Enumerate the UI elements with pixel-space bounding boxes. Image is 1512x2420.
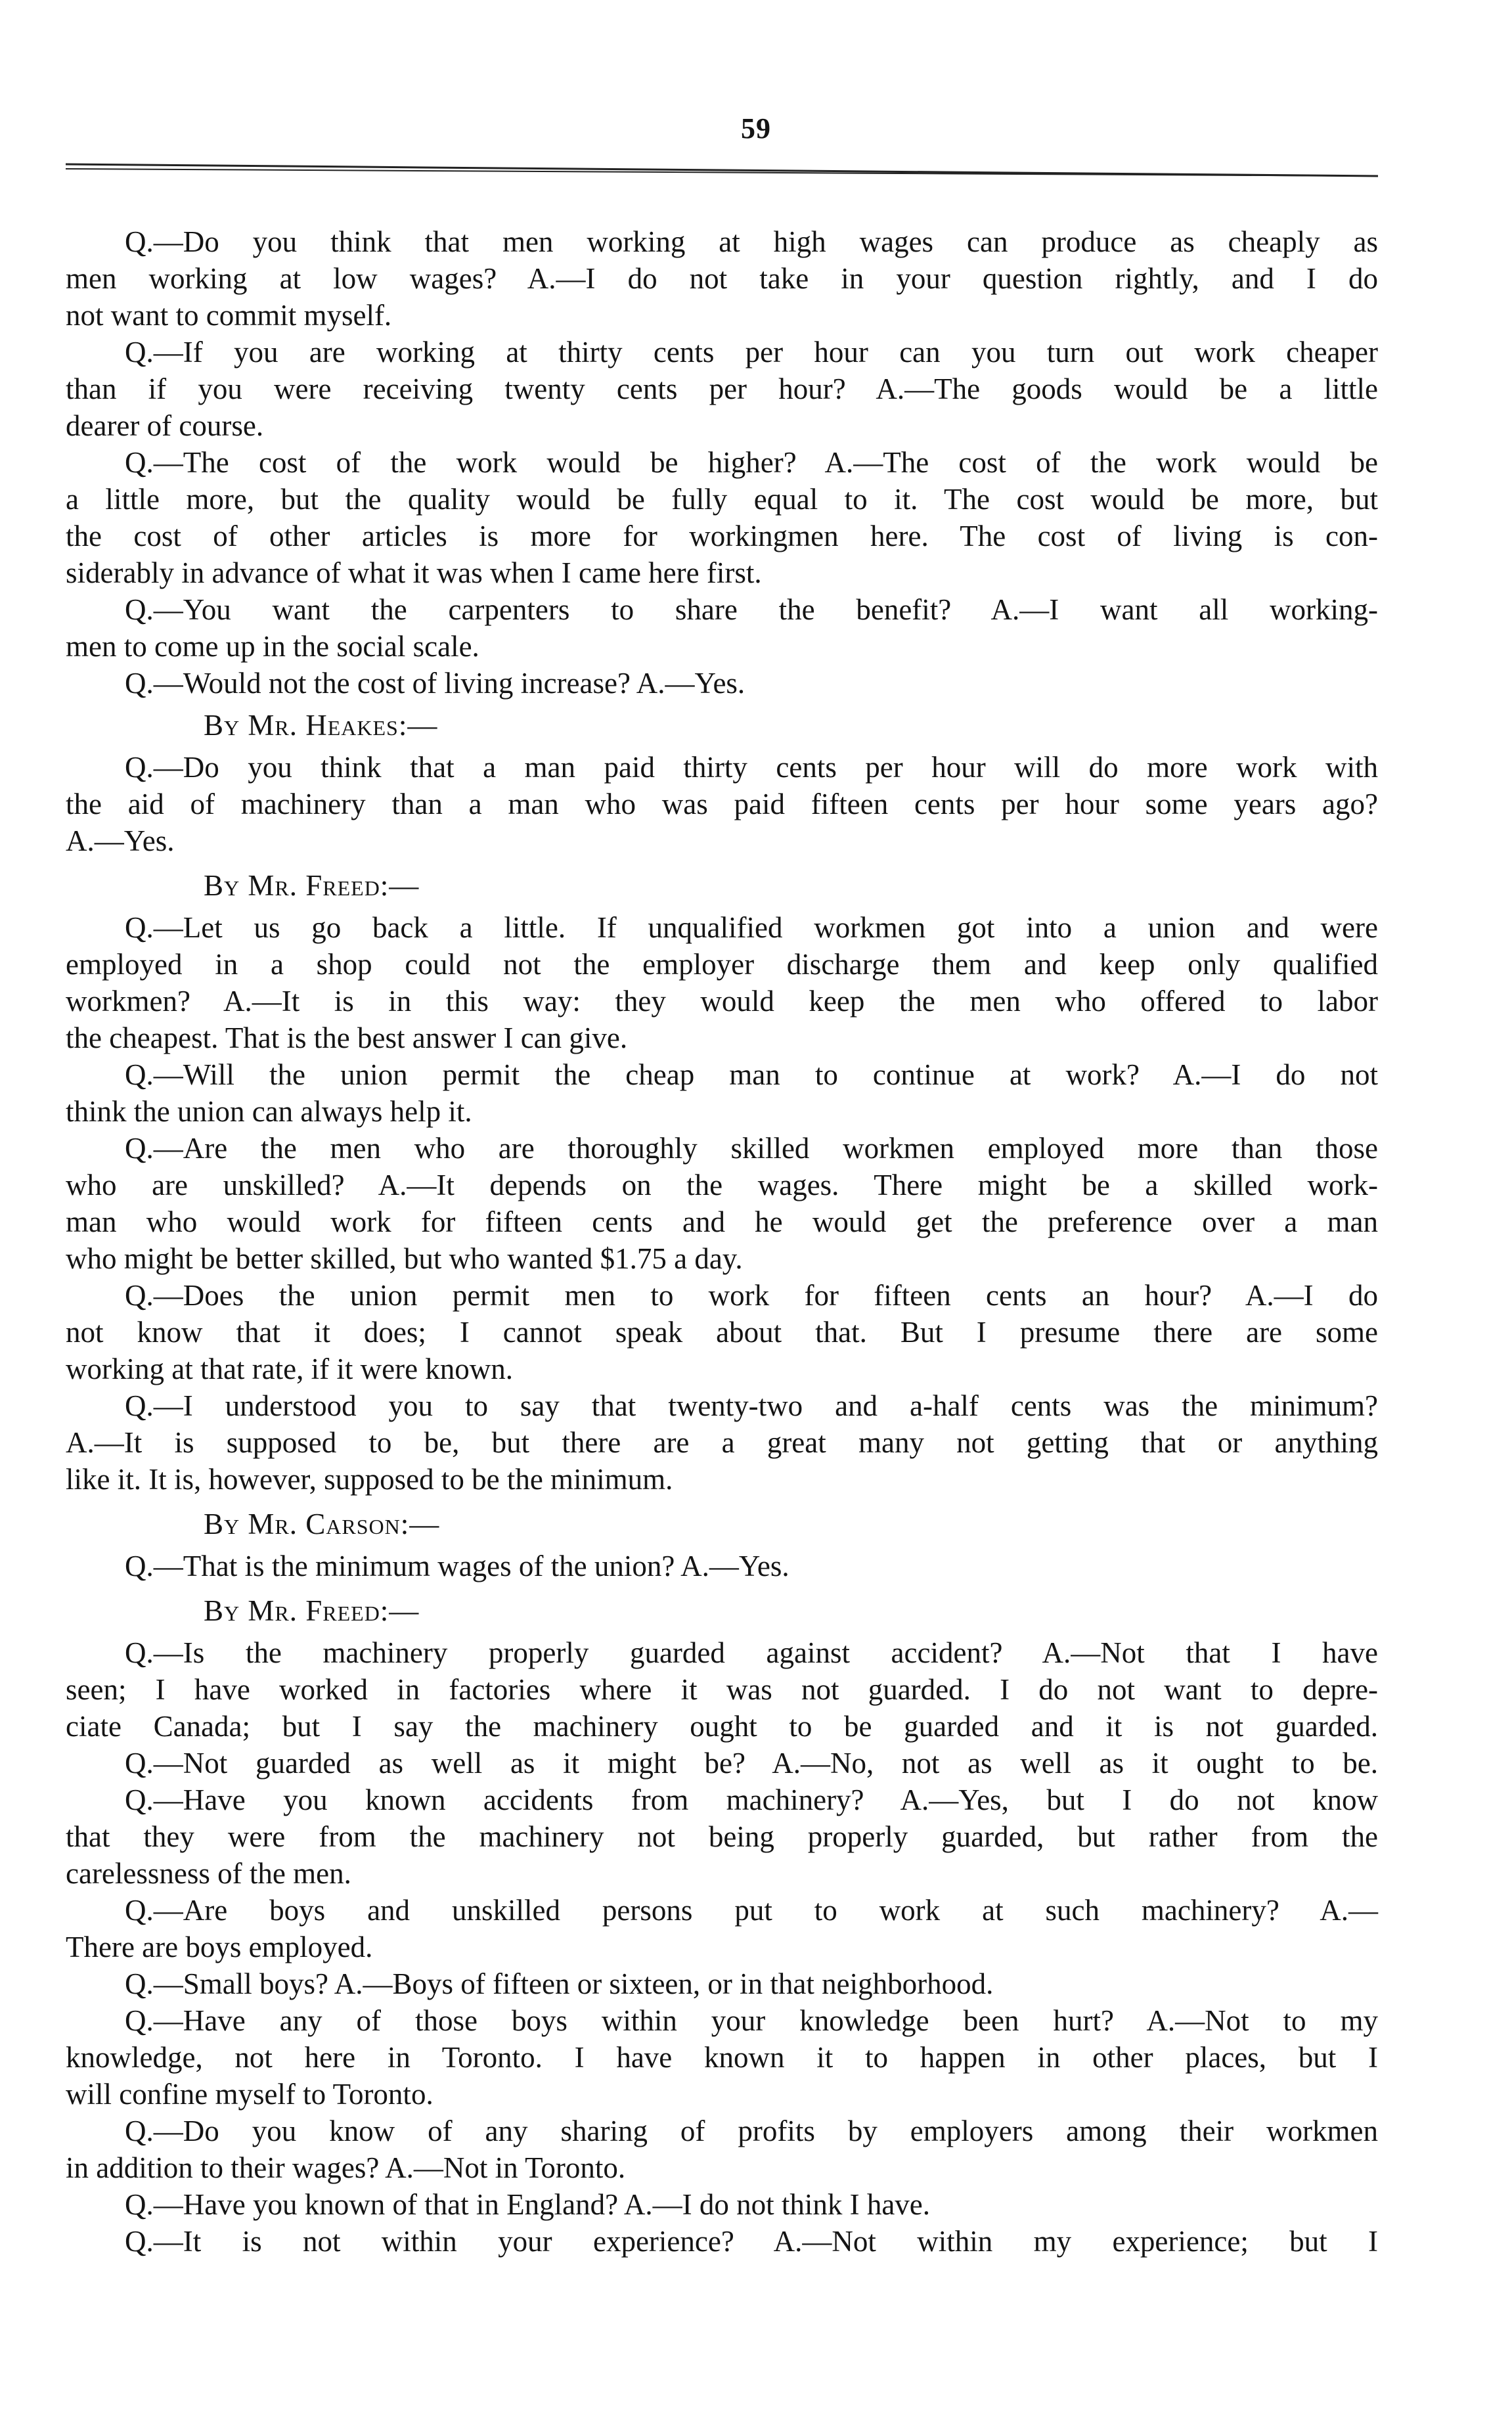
text-line: man who would work for fifteen cents and he would get the preference over a man [66,1205,1378,1238]
text-line: Q.—It is not within your experience? A.—Not within my experience; but I [125,2225,1378,2258]
text-line: like it. It is, however, supposed to be the minimum. [66,1463,673,1496]
text-line: workmen? A.—It is in this way: they would keep the men who offered to labor [66,985,1378,1018]
text-line: Q.—Small boys? A.—Boys of fifteen or sixteen, or in that neighborhood. [125,1967,994,2000]
text-line: Q.—Will the union permit the cheap man to continue at work? A.—I do not [125,1058,1378,1091]
text-line: men to come up in the social scale. [66,630,479,663]
text-line: Q.—Have any of those boys within your knowledge been hurt? A.—Not to my [125,2004,1378,2037]
page-number: 59 [741,112,771,145]
text-line: Q.—Is the machinery properly guarded against accident? A.—Not that I have [125,1636,1378,1669]
text-line: who might be better skilled, but who wanted $1.75 a day. [66,1242,743,1275]
text-line: There are boys employed. [66,1931,373,1963]
text-line: who are unskilled? A.—It depends on the wages. There might be a skilled work- [66,1169,1378,1201]
text-line: A.—It is supposed to be, but there are a great many not getting that or anything [66,1426,1378,1459]
text-line: Q.—Are the men who are thoroughly skilled workmen employed more than those [125,1132,1378,1165]
text-line: the cost of other articles is more for workingmen here. The cost of living is con- [66,520,1378,552]
text-line: Q.—Do you think that a man paid thirty cents per hour will do more work with [125,751,1378,784]
text-line: siderably in advance of what it was when I came here first. [66,556,762,589]
text-line: Q.—Do you think that men working at high wages can produce as cheaply as [125,225,1378,258]
text-line: that they were from the machinery not being properly guarded, but rather from the [66,1820,1378,1853]
text-line: working at that rate, if it were known. [66,1353,514,1385]
text-line: Q.—Do you know of any sharing of profits by employers among their workmen [125,2115,1378,2147]
speaker-heading: By Mr. Heakes:— [204,709,438,742]
text-line: Q.—Let us go back a little. If unqualified workmen got into a union and were [125,911,1378,944]
text-line: Q.—Does the union permit men to work for fifteen cents an hour? A.—I do [125,1279,1378,1312]
text-line: Q.—Not guarded as well as it might be? A.—No, not as well as it ought to be. [125,1747,1378,1780]
text-line: ciate Canada; but I say the machinery ought to be guarded and it is not guarded. [66,1710,1378,1743]
text-line: Q.—The cost of the work would be higher? A.—The cost of the work would be [125,446,1378,479]
text-line: will confine myself to Toronto. [66,2078,434,2111]
text-line: Q.—If you are working at thirty cents per hour can you turn out work cheaper [125,336,1378,369]
text-line: dearer of course. [66,409,264,442]
text-line: not know that it does; I cannot speak about that. But I presume there are some [66,1316,1378,1349]
text-line: think the union can always help it. [66,1095,472,1128]
text-line: Q.—Would not the cost of living increase? A.—Yes. [125,667,745,700]
text-line: knowledge, not here in Toronto. I have known it to happen in other places, but I [66,2041,1378,2074]
text-line: the aid of machinery than a man who was paid fifteen cents per hour some years ago? [66,788,1378,820]
text-line: than if you were receiving twenty cents per hour? A.—The goods would be a little [66,372,1378,405]
text-line: employed in a shop could not the employer discharge them and keep only qualified [66,948,1378,981]
text-line: Q.—I understood you to say that twenty-two and a-half cents was the minimum? [125,1389,1378,1422]
text-line: not want to commit myself. [66,299,392,332]
text-line: carelessness of the men. [66,1857,351,1890]
speaker-heading: By Mr. Carson:— [204,1508,440,1540]
speaker-heading: By Mr. Freed:— [204,1594,420,1627]
header-rule [66,163,1378,177]
text-line: men working at low wages? A.—I do not take in your question rightly, and I do [66,262,1378,295]
text-line: in addition to their wages? A.—Not in Toronto. [66,2151,626,2184]
text-line: Q.—Are boys and unskilled persons put to work at such machinery? A.— [125,1894,1378,1927]
text-line: seen; I have worked in factories where it was not guarded. I do not want to depre- [66,1673,1378,1706]
text-line: a little more, but the quality would be fully equal to it. The cost would be more, but [66,483,1378,516]
text-line: Q.—That is the minimum wages of the union? A.—Yes. [125,1550,789,1582]
speaker-heading: By Mr. Freed:— [204,869,420,902]
text-line: A.—Yes. [66,824,175,857]
text-line: Q.—Have you known accidents from machinery? A.—Yes, but I do not know [125,1783,1378,1816]
text-line: Q.—Have you known of that in England? A.—I do not think I have. [125,2188,931,2221]
text-line: Q.—You want the carpenters to share the benefit? A.—I want all working- [125,593,1378,626]
text-line: the cheapest. That is the best answer I can give. [66,1021,628,1054]
